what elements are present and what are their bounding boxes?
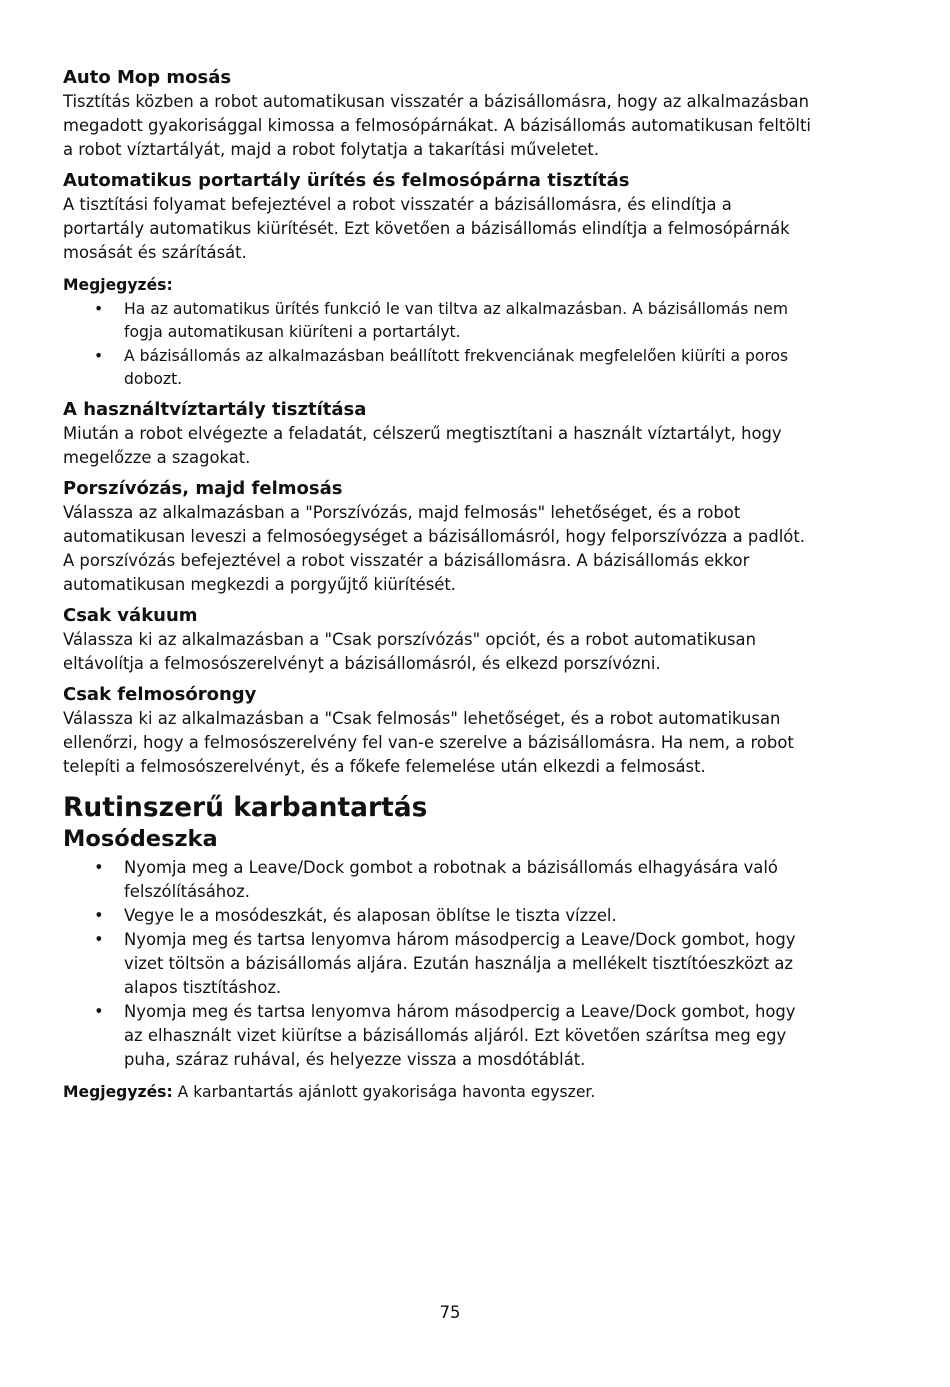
maintenance-note [63,1080,853,1104]
note-list [63,298,853,391]
list-line: vizet töltsön a bázisállomás aljára. Ezután használja a mellékelt tisztítóeszközt az [124,954,793,973]
list-item [124,928,853,1000]
list-item [124,345,853,391]
maintenance-list [63,856,853,1072]
note-label: Megjegyzés: [63,1083,173,1101]
list-line: Nyomja meg és tartsa lenyomva három másodpercig a Leave/Dock gombot, hogy [124,1002,796,1021]
body-line: megadott gyakorisággal kimossa a felmosópárnákat. A bázisállomás automatikusan feltölti [63,116,811,135]
body-line: A porszívózás befejeztével a robot visszatér a bázisállomásra. A bázisállomás ekkor [63,551,750,570]
list-line: A bázisállomás az alkalmazásban beállított frekvenciának megfelelően kiüríti a poros [124,347,789,365]
body-line: telepíti a felmosószerelvényt, és a főkefe felemelése után elkezdi a felmosást. [63,757,706,776]
body-line: ellenőrzi, hogy a felmosószerelvény fel van-e szerelve a bázisállomásra. Ha nem, a robot [63,733,794,752]
body-line: Válassza ki az alkalmazásban a "Csak porszívózás" opciót, és a robot automatikusan [63,630,756,649]
section-heading: Csak vákuum [63,605,198,626]
body-line: automatikusan leveszi a felmosóegységet a bázisállomásról, hogy felporszívózza a padlót. [63,527,805,546]
body-line: Válassza az alkalmazásban a "Porszívózás, majd felmosás" lehetőséget, és a robot [63,503,741,522]
body-line: Tisztítás közben a robot automatikusan visszatér a bázisállomásra, hogy az alkalmazásban [63,92,809,111]
body-line: Válassza ki az alkalmazásban a "Csak felmosás" lehetőséget, és a robot automatikusan [63,709,781,728]
list-line: Nyomja meg a Leave/Dock gombot a robotnak a bázisállomás elhagyására való [124,858,778,877]
section-vacuum-only [63,604,853,676]
section-wastewater [63,398,853,470]
list-line: Nyomja meg és tartsa lenyomva három másodpercig a Leave/Dock gombot, hogy [124,930,796,949]
section-heading: Automatikus portartály ürítés és felmosópárna tisztítás [63,170,630,191]
section-heading: Auto Mop mosás [63,67,232,88]
chapter-title: Rutinszerű karbantartás [63,792,428,823]
list-line: Ha az automatikus ürítés funkció le van tiltva az alkalmazásban. A bázisállomás nem [124,300,789,318]
body-line: Miután a robot elvégezte a feladatát, célszerű megtisztítani a használt víztartályt, hogy [63,424,782,443]
list-line: alapos tisztításhoz. [124,978,282,997]
section-auto-empty [63,169,853,265]
list-line: Vegye le a mosódeszkát, és alaposan öblítse le tiszta vízzel. [124,906,617,925]
list-line: felszólításához. [124,882,250,901]
section-auto-mop [63,66,853,162]
section-heading: A használtvíztartály tisztítása [63,399,367,420]
subsection-title: Mosódeszka [63,826,218,852]
section-mop-only [63,683,853,779]
list-item [124,856,853,904]
list-line: fogja automatikusan kiüríteni a portartályt. [124,323,461,341]
list-item [124,1000,853,1072]
body-line: megelőzze a szagokat. [63,448,251,467]
note-block [63,274,853,391]
list-line: az elhasznált vizet kiürítse a bázisállomás aljáról. Ezt követően szárítsa meg egy [124,1026,787,1045]
note-text: A karbantartás ajánlott gyakorisága havonta egyszer. [172,1083,596,1101]
list-item [124,298,853,344]
body-line: mosását és szárítását. [63,243,247,262]
page-number: 75 [439,1303,461,1322]
body-line: A tisztítási folyamat befejeztével a robot visszatér a bázisállomásra, és elindítja a [63,195,732,214]
body-line: portartály automatikus kiürítését. Ezt követően a bázisállomás elindítja a felmosópárnák [63,219,790,238]
body-line: eltávolítja a felmosószerelvényt a bázisállomásról, és elkezd porszívózni. [63,654,661,673]
section-heading: Porszívózás, majd felmosás [63,478,343,499]
section-heading: Csak felmosórongy [63,684,257,705]
body-line: automatikusan megkezdi a porgyűjtő kiürítését. [63,575,456,594]
note-label: Megjegyzés: [63,276,173,294]
document-page [63,66,853,1104]
body-line: a robot víztartályát, majd a robot folytatja a takarítási műveletet. [63,140,600,159]
section-vacuum-then-mop [63,477,853,597]
list-line: dobozt. [124,370,183,388]
list-line: puha, száraz ruhával, és helyezze vissza a mosdótáblát. [124,1050,586,1069]
list-item [124,904,853,928]
